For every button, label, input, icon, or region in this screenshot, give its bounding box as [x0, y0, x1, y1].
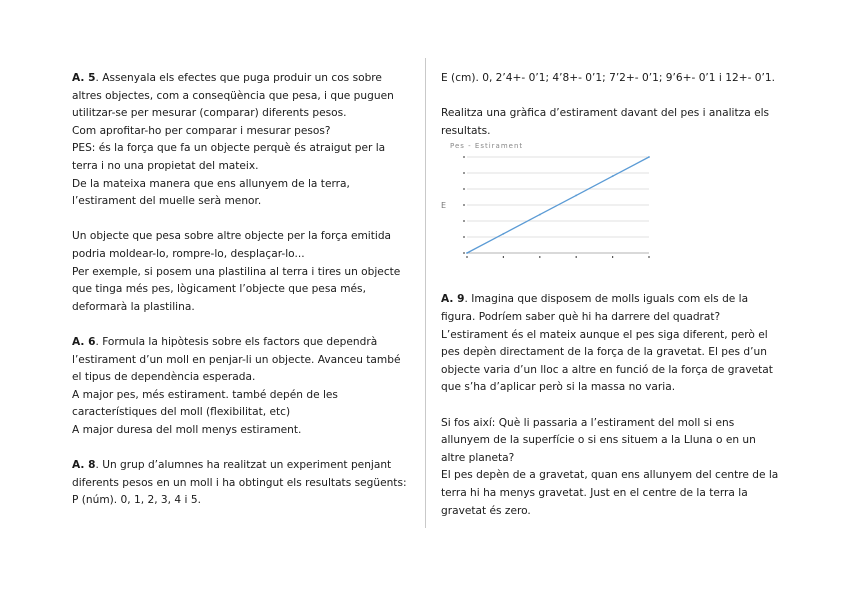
column-divider: [425, 58, 426, 528]
chart-point: [648, 156, 650, 158]
chart: [441, 143, 661, 261]
left-column: [72, 70, 410, 510]
chart-point: [503, 233, 505, 235]
instruction: Realitza una gràfica d’estirament davant del pes i analitza els resultats.: [441, 107, 770, 137]
a5-question: [72, 70, 410, 123]
a5-question-text: . Assenyala els efectes que puga produir un cos sobre altres objectes, com a conseqüència que pesa, i que puguen utilitzar-se per mesurar (comparar) diferents pesos.: [72, 72, 394, 120]
a8-label: A. 8: [72, 459, 96, 472]
a6-label: A. 6: [72, 335, 96, 348]
chart-title: Pes - Estirament: [450, 142, 524, 151]
a9-question-text: . Imagina que disposem de molls iguals com els de la figura. Podríem saber què hi ha darrere del quadrat?: [441, 293, 749, 323]
chart-point: [575, 195, 577, 197]
a5-answer1: PES: és la força que fa un objecte perquè és atraigut per la terra i no una propietat del mateix.: [72, 142, 386, 172]
a6-question-text: . Formula la hipòtesis sobre els factors que dependrà l’estirament d’un moll en penjar-li un objecte. Avanceu també el tipus de dependència esperada.: [72, 335, 401, 384]
chart-point: [539, 214, 541, 216]
chart-point: [612, 176, 614, 178]
a5-question2: Com aprofitar-ho per comparar i mesurar pesos?: [72, 124, 331, 137]
a8-question-text: . Un grup d’alumnes ha realitzat un experiment penjant diferents pesos en un moll i ha obtingut els resultats següents:: [72, 459, 407, 489]
a8-question: [72, 457, 410, 492]
a5-answer4: Per exemple, si posem una plastilina al terra i tires un objecte que tinga més pes, lògicament l’objecte que pesa més, deformarà la plastilina.: [72, 265, 401, 313]
a5-answer2: De la mateixa manera que ens allunyem de la terra, l’estirament del muelle serà menor.: [72, 177, 350, 208]
a6-answer1: A major pes, més estirament. també depén de les característiques del moll (flexibilitat, etc): [72, 388, 338, 419]
a5-label: A. 5: [72, 72, 96, 84]
a9-question2: Si fos així: Què li passaria a l’estirament del moll si ens allunyem de la superfície o si ens situem a la Lluna o en un altre planeta?: [441, 416, 756, 464]
a9-answer2: El pes depèn de a gravetat, quan ens allunyem del centre de la terra hi ha menys gravetat. Just en el centre de la terra la gravetat és zero.: [441, 469, 779, 517]
a9-answer1: L’estirament és el mateix aunque el pes siga diferent, però el pes depèn directament de la força de la gravetat. El pes d’un objecte varia d’un lloc a altre en funció de la força de gravetat que s’ha d’aplicar però si la massa no varia.: [441, 328, 773, 394]
a8-p-line: P (núm). 0, 1, 2, 3, 4 i 5.: [72, 494, 201, 507]
a5-answer3: Un objecte que pesa sobre altre objecte per la força emitida podria moldear-lo, rompre-lo, desplaçar-lo...: [72, 230, 392, 260]
a6-question: [72, 334, 410, 387]
a9-question: [441, 291, 781, 326]
chart-point: [466, 252, 468, 254]
chart-svg: [441, 143, 661, 261]
chart-ylabel: E: [441, 201, 447, 211]
e-line: E (cm). 0, 2’4+- 0’1; 4’8+- 0’1; 7’2+- 0’1; 9’6+- 0’1 i 12+- 0’1.: [441, 72, 775, 84]
a6-answer2: A major duresa del moll menys estirament.: [72, 423, 302, 436]
right-column: [441, 70, 781, 520]
a9-label: A. 9: [441, 293, 465, 306]
